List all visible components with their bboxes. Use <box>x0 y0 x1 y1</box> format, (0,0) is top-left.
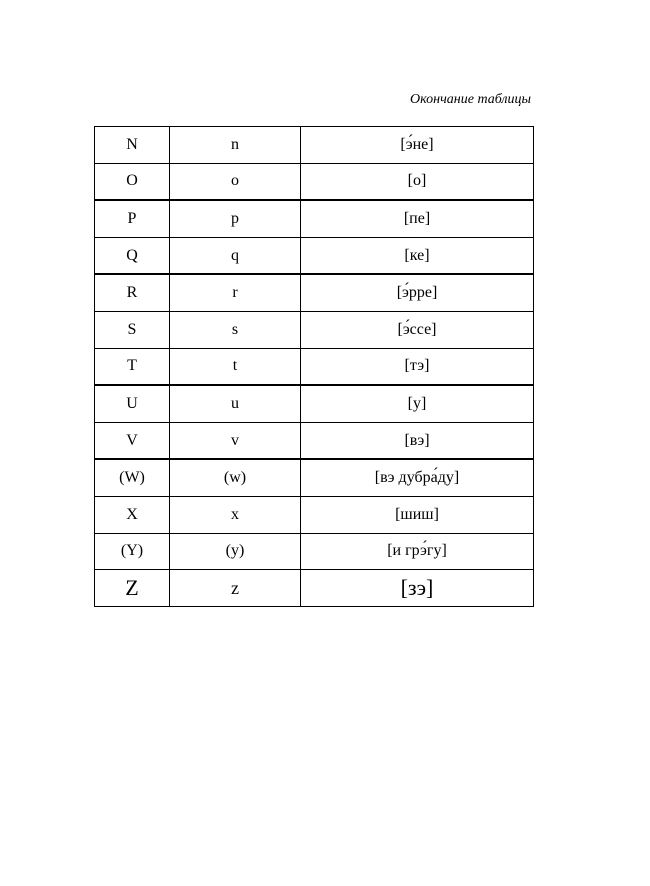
lowercase-letter: t <box>170 348 301 385</box>
table-row <box>95 496 534 533</box>
table-row <box>95 163 534 200</box>
lowercase-letter: (y) <box>170 533 301 570</box>
table-row <box>95 385 534 422</box>
pronunciation: [у] <box>301 385 534 422</box>
table-row <box>95 533 534 570</box>
table-row <box>95 422 534 459</box>
table-row <box>95 459 534 496</box>
uppercase-letter: X <box>95 496 170 533</box>
table-row <box>95 237 534 274</box>
pronunciation: [шиш] <box>301 496 534 533</box>
pronunciation: [вэ дубра́ду] <box>301 459 534 496</box>
lowercase-letter: (w) <box>170 459 301 496</box>
table-caption: Окончание таблицы <box>410 92 531 107</box>
uppercase-letter: Q <box>95 237 170 274</box>
pronunciation: [пе] <box>301 200 534 237</box>
lowercase-letter: v <box>170 422 301 459</box>
lowercase-letter: s <box>170 311 301 348</box>
lowercase-letter: z <box>170 570 301 607</box>
uppercase-letter: (W) <box>95 459 170 496</box>
table-row <box>95 200 534 237</box>
pronunciation: [тэ] <box>301 348 534 385</box>
pronunciation: [э́не] <box>301 127 534 164</box>
uppercase-letter: O <box>95 163 170 200</box>
pronunciation: [и грэ́гу] <box>301 533 534 570</box>
table-row <box>95 127 534 164</box>
uppercase-letter: R <box>95 274 170 311</box>
lowercase-letter: x <box>170 496 301 533</box>
table-row <box>95 311 534 348</box>
alphabet-table <box>94 126 534 607</box>
uppercase-letter: Z <box>95 570 170 607</box>
lowercase-letter: u <box>170 385 301 422</box>
pronunciation: [ке] <box>301 237 534 274</box>
uppercase-letter: P <box>95 200 170 237</box>
lowercase-letter: n <box>170 127 301 164</box>
lowercase-letter: r <box>170 274 301 311</box>
lowercase-letter: p <box>170 200 301 237</box>
uppercase-letter: N <box>95 127 170 164</box>
lowercase-letter: o <box>170 163 301 200</box>
uppercase-letter: S <box>95 311 170 348</box>
uppercase-letter: T <box>95 348 170 385</box>
pronunciation: [э́ссе] <box>301 311 534 348</box>
pronunciation: [о] <box>301 163 534 200</box>
pronunciation: [зэ] <box>301 570 534 607</box>
uppercase-letter: U <box>95 385 170 422</box>
uppercase-letter: (Y) <box>95 533 170 570</box>
pronunciation: [э́рре] <box>301 274 534 311</box>
table-row <box>95 348 534 385</box>
uppercase-letter: V <box>95 422 170 459</box>
pronunciation: [вэ] <box>301 422 534 459</box>
table-row <box>95 274 534 311</box>
lowercase-letter: q <box>170 237 301 274</box>
table-row <box>95 570 534 607</box>
